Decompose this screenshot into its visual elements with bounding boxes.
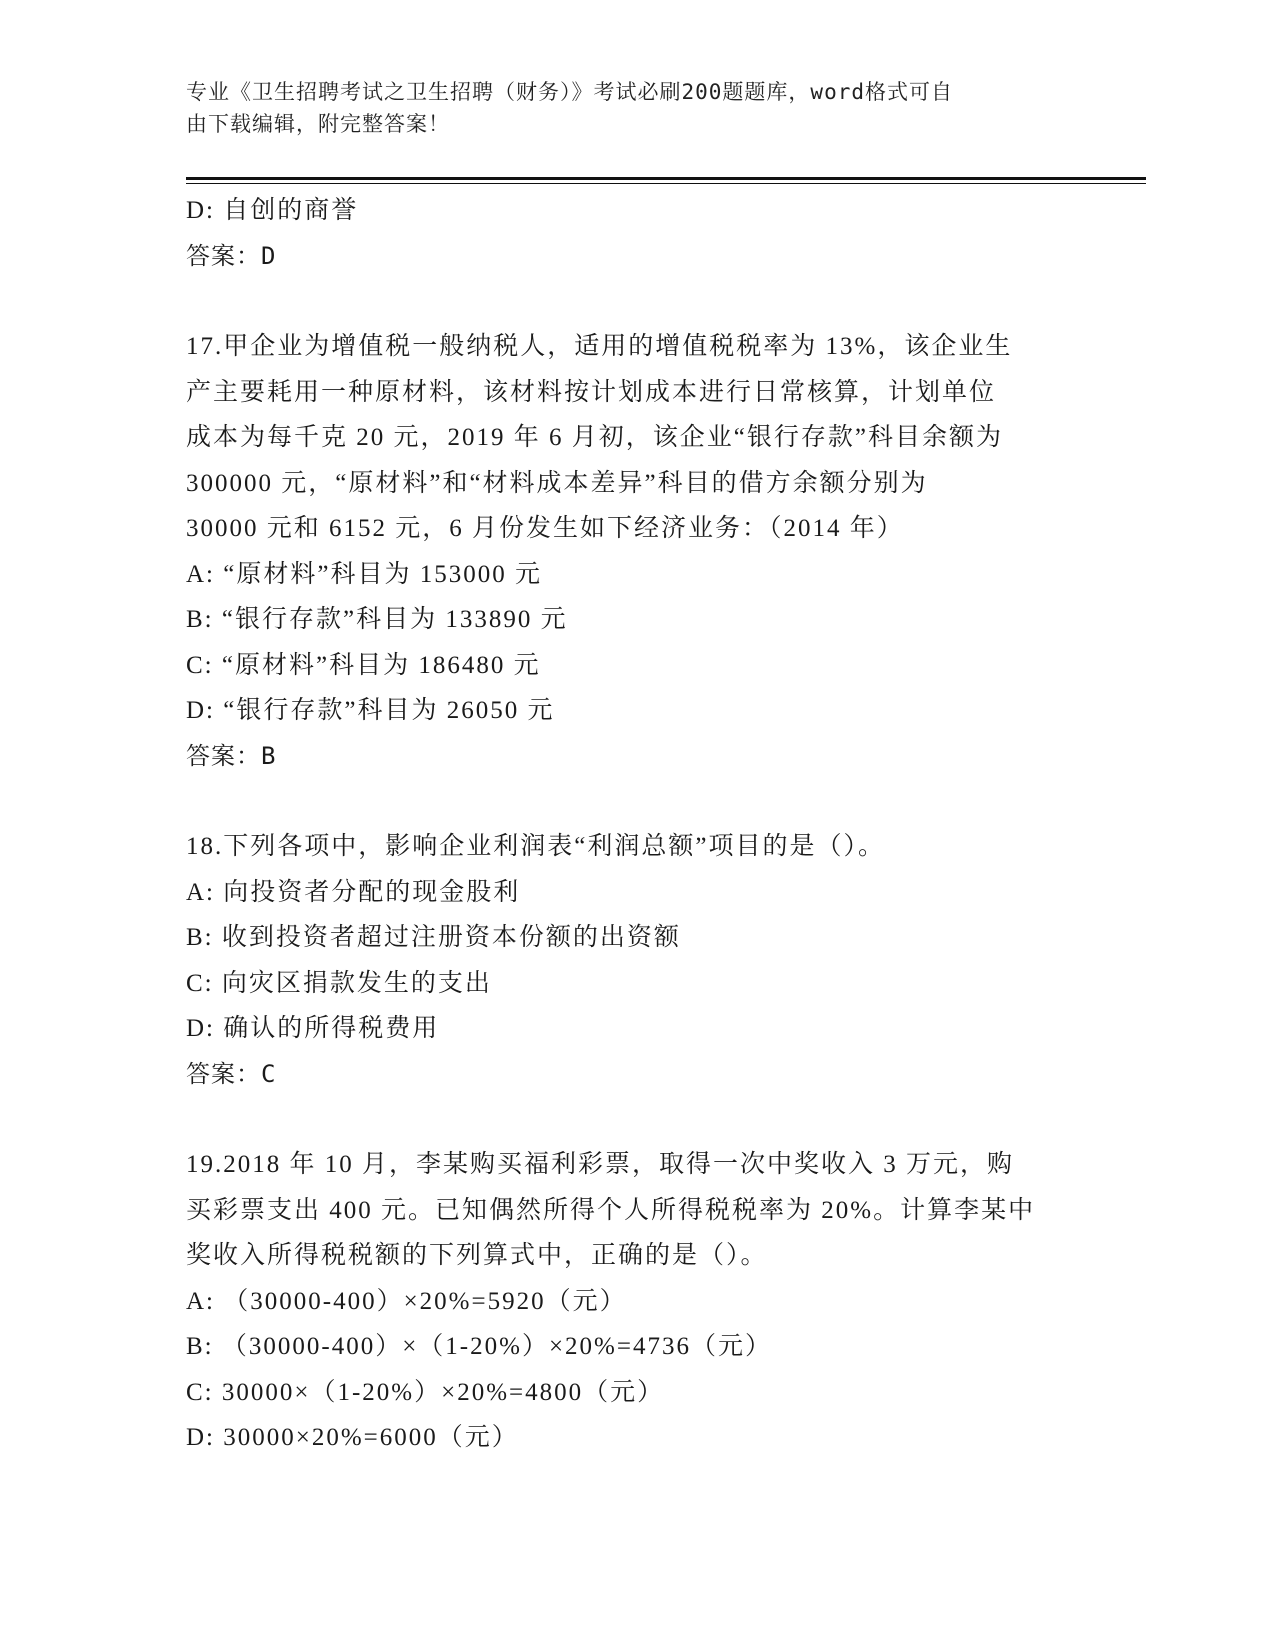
- option-b: B: 收到投资者超过注册资本份额的出资额: [186, 924, 681, 951]
- question-gap: [186, 279, 1086, 324]
- answer-line: 答案：B: [186, 741, 277, 770]
- option-d: D: 30000×20%=6000（元）: [186, 1424, 519, 1451]
- option-d: D: 确认的所得税费用: [186, 1015, 440, 1042]
- question-text-line: 奖收入所得税税额的下列算式中，正确的是（）。: [186, 1242, 768, 1269]
- question-gap: [186, 779, 1086, 824]
- question-18: [186, 824, 1086, 1097]
- option-a: A: 向投资者分配的现金股利: [186, 878, 521, 906]
- header-line-1: 专业《卫生招聘考试之卫生招聘（财务）》考试必刷200题题库，word格式可自: [186, 80, 953, 104]
- option-d: D: 自创的商誉: [186, 197, 359, 224]
- option-a: A: （30000-400）×20%=5920（元）: [186, 1287, 627, 1315]
- previous-question-tail: [186, 188, 1086, 279]
- question-text-line: 17.甲企业为增值税一般纳税人，适用的增值税税率为 13%，该企业生: [186, 333, 1013, 360]
- page-header: [186, 76, 1066, 140]
- question-text-line: 买彩票支出 400 元。已知偶然所得个人所得税税率为 20%。计算李某中: [186, 1196, 1036, 1224]
- header-rule-thin: [186, 183, 1146, 184]
- question-text-line: 30000 元和 6152 元，6 月份发生如下经济业务：（2014 年）: [186, 515, 904, 542]
- option-d: D: “银行存款”科目为 26050 元: [186, 697, 555, 724]
- answer-line: 答案：C: [186, 1059, 277, 1088]
- option-c: C: “原材料”科目为 186480 元: [186, 651, 541, 679]
- header-line-2: 由下载编辑，附完整答案！: [186, 112, 450, 136]
- question-text-line: 成本为每千克 20 元，2019 年 6 月初，该企业“银行存款”科目余额为: [186, 424, 1003, 451]
- answer-line: 答案：D: [186, 241, 277, 270]
- option-a: A: “原材料”科目为 153000 元: [186, 560, 542, 588]
- question-19: [186, 1142, 1086, 1461]
- question-text-line: 产主要耗用一种原材料，该材料按计划成本进行日常核算，计划单位: [186, 378, 997, 406]
- option-b: B: （30000-400）×（1-20%）×20%=4736（元）: [186, 1333, 772, 1360]
- option-c: C: 30000×（1-20%）×20%=4800（元）: [186, 1378, 665, 1406]
- question-text-line: 18.下列各项中，影响企业利润表“利润总额”项目的是（）。: [186, 833, 885, 860]
- question-17: [186, 324, 1086, 779]
- question-gap: [186, 1097, 1086, 1142]
- option-c: C: 向灾区捐款发生的支出: [186, 969, 492, 997]
- question-content: [186, 188, 1086, 1461]
- header-rule-thick: [186, 177, 1146, 180]
- question-text-line: 19.2018 年 10 月，李某购买福利彩票，取得一次中奖收入 3 万元，购: [186, 1151, 1015, 1178]
- option-b: B: “银行存款”科目为 133890 元: [186, 606, 568, 633]
- question-text-line: 300000 元，“原材料”和“材料成本差异”科目的借方余额分别为: [186, 469, 928, 497]
